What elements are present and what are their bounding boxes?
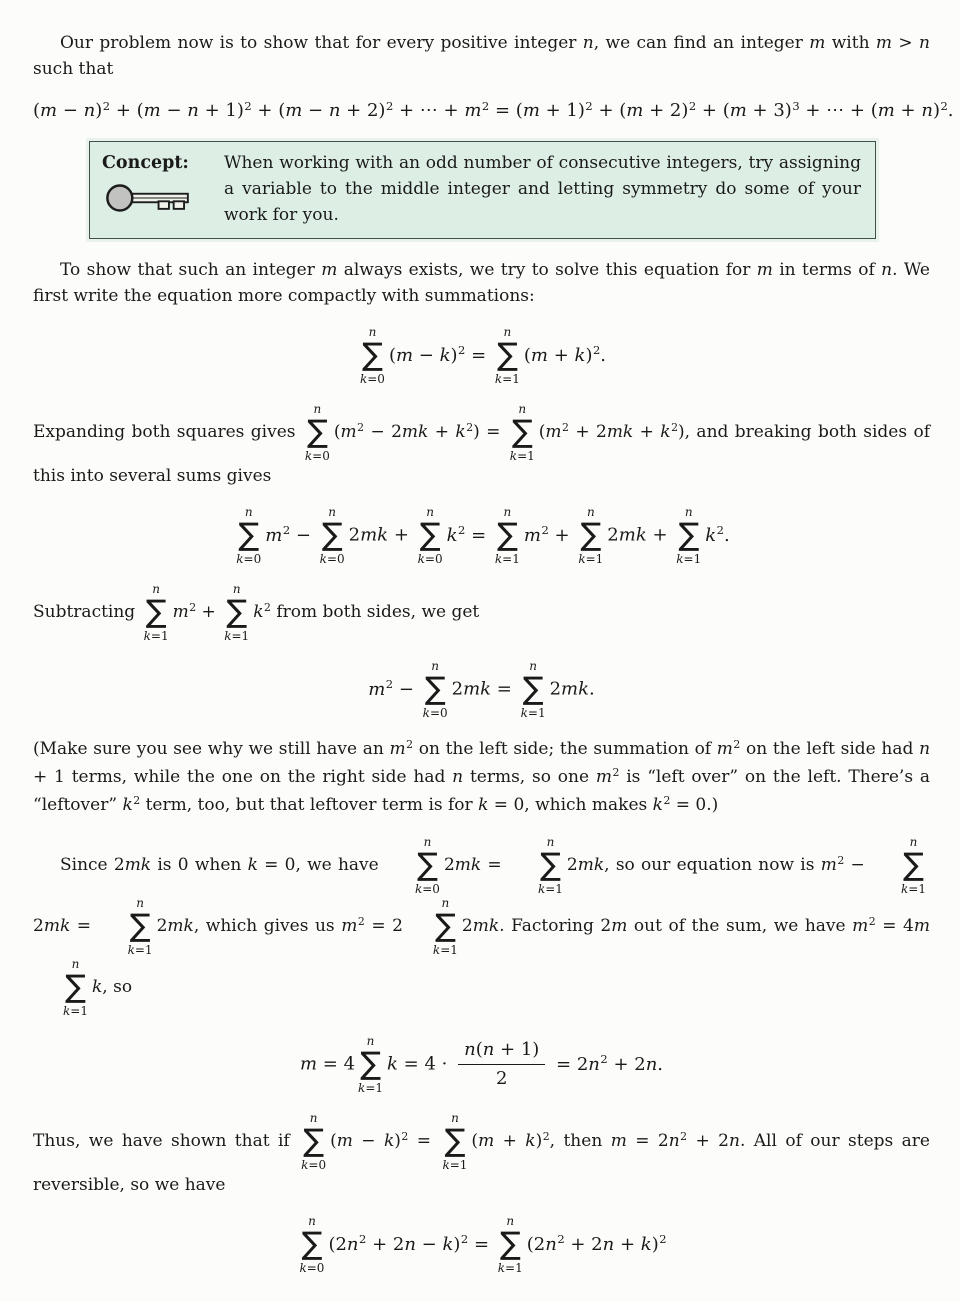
math-run: k (91, 977, 103, 997)
text-run: term, too, but that leftover term is for (140, 795, 479, 815)
sum-upper-limit: n (423, 835, 432, 849)
concept-box (89, 141, 876, 239)
sum-upper-limit: n (136, 896, 144, 910)
text-run: Expanding both squares gives (33, 422, 302, 442)
math-run: $(m^2 + 2mk + k^2)$ (538, 421, 685, 442)
text-run: .) (706, 795, 719, 815)
math-run: $m^2$ + (523, 523, 576, 546)
text-run: . We first write the equation more compactly with summations: (33, 260, 930, 306)
math-run: $m = 2n^2 + 2n$ (610, 1130, 740, 1151)
math-run: m (809, 33, 826, 53)
text-run: . Factoring (499, 916, 601, 936)
sum-upper-limit: n (426, 505, 434, 519)
sum-lower-limit: k=1 (901, 882, 926, 896)
summation-symbol (320, 505, 345, 566)
display-equation-final (33, 1214, 930, 1275)
sigma-icon: ∑ (444, 1123, 466, 1159)
math-run: 2mk + (348, 524, 415, 546)
text-run: with (825, 33, 876, 53)
math-run: 2mk (113, 855, 152, 875)
text-run: , then (549, 1131, 611, 1151)
sum-lower-limit: k=1 (127, 943, 153, 957)
sum-upper-limit: n (503, 325, 512, 339)
book-page-content (33, 30, 954, 1275)
summation-symbol (511, 835, 563, 896)
sigma-icon: ∑ (226, 594, 248, 630)
text-run: To show that such an integer (60, 260, 322, 280)
concept-label-area (102, 150, 208, 215)
sum-lower-limit: k=0 (414, 882, 440, 896)
text-run: Our problem now is to show that for every positive integer (60, 33, 583, 53)
math-run: $k^2$ (253, 601, 271, 622)
text-run: on the left side had (740, 739, 920, 759)
summation-symbol (676, 505, 701, 566)
sum-lower-limit: k=0 (304, 449, 330, 463)
sum-upper-limit: n (328, 505, 337, 519)
math-run: m (756, 260, 773, 280)
math-run: $m^2$ (595, 766, 620, 787)
summation-symbol (510, 402, 535, 463)
display-equation-consecutive-squares (33, 98, 954, 125)
sum-upper-limit: n (451, 1111, 459, 1125)
sigma-icon: ∑ (424, 671, 446, 707)
text-run: from both sides, we get (270, 602, 480, 622)
text-run: , we have (295, 855, 385, 875)
math-run: $m^2 = 2$ (341, 915, 403, 936)
text-run: (Make sure you see why we still have an (33, 739, 390, 759)
summation-symbol (578, 505, 603, 566)
text-run: , we can find an integer (593, 33, 810, 53)
math-run: $(m - n)^2 + (m - n + 1)^2 + (m - n + 2)^2$ + ⋯ + $m^2 = (m + 1)^2 + (m + 2)^2 + (m + 3)^3$ + ⋯ + $(m + n)^2$. (33, 98, 954, 121)
math-run: k = 0 (247, 855, 296, 875)
math-run: 2mk = (33, 916, 98, 936)
sigma-icon: ∑ (306, 414, 328, 450)
text-run: is “left over” on the left. There’s a “leftover” (33, 767, 930, 815)
math-run: = $2n^2 + 2n$. (550, 1052, 664, 1075)
math-run: n + 1 (33, 739, 931, 787)
math-run: m = 4 (299, 1053, 356, 1075)
sum-upper-limit: n (232, 582, 241, 596)
summation-symbol (36, 957, 88, 1018)
sigma-icon: ∑ (129, 908, 151, 944)
summation-symbol (101, 896, 153, 957)
math-run: $m^2$ − (265, 523, 317, 546)
math-run: 2mk (461, 916, 500, 936)
sum-lower-limit: k=1 (224, 629, 250, 643)
sum-upper-limit: n (586, 505, 595, 519)
display-equation-m-squared (33, 659, 930, 720)
subtracting-paragraph (33, 582, 930, 643)
math-run: 2mk + (607, 524, 674, 546)
fraction (458, 1039, 545, 1091)
math-run: $m^2$ − (368, 677, 420, 700)
math-run: $k^2$ (122, 794, 141, 815)
sigma-icon: ∑ (419, 517, 441, 553)
sigma-icon: ∑ (496, 517, 518, 553)
summation-symbol (406, 896, 458, 957)
sum-lower-limit: k=0 (359, 372, 385, 386)
sum-upper-limit: n (506, 1214, 515, 1228)
sum-upper-limit: n (244, 505, 253, 519)
sum-lower-limit: k=1 (358, 1081, 384, 1095)
sigma-icon: ∑ (301, 1226, 323, 1262)
sum-lower-limit: k=1 (676, 552, 702, 566)
math-run: $m^2$ + (172, 601, 222, 622)
sigma-icon: ∑ (321, 517, 343, 553)
summation-symbol (144, 582, 169, 643)
fraction-denominator: 2 (495, 1068, 508, 1089)
math-run: $(m - k)^2$ = (388, 343, 492, 366)
math-run: n (881, 260, 893, 280)
since-paragraph (33, 835, 930, 1018)
math-run: m > n (875, 33, 930, 53)
sum-upper-limit: n (309, 1111, 318, 1125)
sum-upper-limit: n (152, 582, 160, 596)
expanding-paragraph (33, 402, 930, 489)
text-run: is 0 when (151, 855, 248, 875)
math-run: $(2n^2 + 2n + k)^2$ (526, 1232, 667, 1255)
sum-lower-limit: k=0 (422, 706, 448, 720)
sigma-icon: ∑ (522, 671, 544, 707)
sum-lower-limit: k=1 (63, 1004, 88, 1018)
sigma-icon: ∑ (303, 1123, 325, 1159)
math-run: 2mk (156, 916, 194, 936)
sigma-icon: ∑ (903, 847, 924, 883)
summation-symbol (358, 1034, 383, 1095)
sigma-icon: ∑ (496, 337, 518, 373)
math-run: $(m + k)^2$. (523, 343, 607, 366)
sigma-icon: ∑ (145, 594, 167, 630)
text-run: terms, so one (463, 767, 596, 787)
fraction-numerator: n(n + 1) (458, 1039, 545, 1066)
text-run: on the left side; the summation of (413, 739, 717, 759)
summation-symbol (301, 1111, 326, 1172)
text-run: such that (33, 59, 114, 79)
text-run: , which gives us (193, 916, 342, 936)
summation-symbol (388, 835, 440, 896)
summation-symbol (360, 325, 385, 386)
math-run: $m^2$ (389, 738, 414, 759)
math-run: $k^2$ = (446, 523, 492, 546)
intro-paragraph (33, 30, 930, 82)
text-run: out of the sum, we have (627, 916, 853, 936)
summation-symbol (442, 1111, 467, 1172)
math-run: m (321, 260, 338, 280)
math-run: $k^2 = 0$ (652, 794, 707, 815)
sum-upper-limit: n (684, 505, 693, 519)
math-run: $m^2 = 4m$ (852, 915, 930, 936)
summation-symbol (299, 1214, 324, 1275)
sum-upper-limit: n (308, 1214, 316, 1228)
sum-upper-limit: n (518, 402, 527, 416)
summation-symbol (498, 1214, 523, 1275)
sum-upper-limit: n (441, 896, 450, 910)
display-equation-m-value (33, 1034, 930, 1095)
display-equation-six-sums (33, 505, 930, 566)
sigma-icon: ∑ (360, 1046, 381, 1082)
display-equation-compact-sums (33, 325, 930, 386)
text-run: Thus, we have shown that if (33, 1131, 299, 1151)
math-run: $(m + k)^2$ (471, 1130, 550, 1151)
sum-upper-limit: n (529, 659, 537, 673)
sum-lower-limit: k=1 (497, 1261, 523, 1275)
math-run: k = 0 (478, 795, 525, 815)
sum-lower-limit: k=1 (578, 552, 604, 566)
summation-symbol (305, 402, 330, 463)
math-run: $k^2$. (705, 523, 730, 546)
sum-upper-limit: n (431, 659, 440, 673)
summation-symbol (521, 659, 546, 720)
text-run: terms, while the one on the right side had (64, 767, 453, 787)
summation-symbol (423, 659, 448, 720)
sum-upper-limit: n (71, 957, 80, 971)
text-run: , so our equation now is (604, 855, 821, 875)
math-run: 2mk = (443, 855, 508, 875)
sum-lower-limit: k=1 (442, 1158, 468, 1172)
math-run: $m^2$ − (820, 854, 871, 875)
sum-lower-limit: k=1 (432, 943, 458, 957)
math-run: n (582, 33, 594, 53)
sigma-icon: ∑ (417, 847, 438, 883)
math-run: $(m^2 - 2mk + k^2)$ = (333, 421, 507, 442)
sigma-icon: ∑ (539, 847, 561, 883)
text-run: . All of our steps are reversible, so we have (33, 1131, 930, 1195)
note-paragraph (33, 736, 930, 820)
sum-lower-limit: k=0 (301, 1158, 327, 1172)
sigma-icon: ∑ (65, 969, 86, 1005)
sum-lower-limit: k=1 (143, 629, 169, 643)
summation-symbol (224, 582, 249, 643)
concept-label: Concept: (102, 153, 189, 173)
math-run: 2m (600, 916, 628, 936)
sum-upper-limit: n (503, 505, 512, 519)
concept-text: When working with an odd number of consecutive integers, try assigning a variable to the middle integer and letting symmetry do some of your work for you. (224, 153, 861, 225)
sigma-icon: ∑ (499, 1226, 521, 1262)
sum-lower-limit: k=1 (494, 552, 520, 566)
sigma-icon: ∑ (434, 908, 456, 944)
summation-symbol (495, 325, 520, 386)
sum-upper-limit: n (909, 835, 918, 849)
text-run: , so (102, 977, 133, 997)
sum-lower-limit: k=1 (509, 449, 535, 463)
sum-lower-limit: k=1 (537, 882, 563, 896)
sum-lower-limit: k=0 (417, 552, 443, 566)
sum-lower-limit: k=0 (236, 552, 262, 566)
key-icon (102, 181, 200, 215)
math-run: n (452, 767, 464, 787)
sum-upper-limit: n (366, 1034, 375, 1048)
math-run: $m^2$ (716, 738, 741, 759)
text-run: always exists, we try to solve this equation for (337, 260, 757, 280)
sum-upper-limit: n (546, 835, 555, 849)
sum-lower-limit: k=1 (520, 706, 546, 720)
summation-symbol (495, 505, 520, 566)
text-run: in terms of (772, 260, 882, 280)
math-run: 2mk = (451, 678, 518, 700)
math-run: $(2n^2 + 2n - k)^2$ = (328, 1232, 495, 1255)
math-run: k = 4 · (387, 1053, 454, 1075)
sum-lower-limit: k=0 (319, 552, 345, 566)
math-run: $(m - k)^2$ = (330, 1130, 440, 1151)
sigma-icon: ∑ (362, 337, 383, 373)
text-run: Subtracting (33, 602, 141, 622)
summation-symbol (874, 835, 926, 896)
sigma-icon: ∑ (580, 517, 602, 553)
solve-paragraph (33, 257, 930, 309)
text-run: , and breaking both sides of this into several sums gives (33, 422, 930, 486)
sigma-icon: ∑ (238, 517, 260, 553)
text-run: , which makes (524, 795, 653, 815)
sum-upper-limit: n (368, 325, 377, 339)
sum-lower-limit: k=1 (494, 372, 520, 386)
summation-symbol (418, 505, 443, 566)
math-run: 2mk. (549, 678, 595, 700)
sigma-icon: ∑ (678, 517, 700, 553)
thus-paragraph (33, 1111, 930, 1198)
sum-upper-limit: n (313, 402, 322, 416)
sum-lower-limit: k=0 (299, 1261, 325, 1275)
sigma-icon: ∑ (511, 414, 533, 450)
text-run: Since (60, 855, 114, 875)
math-run: 2mk (566, 855, 605, 875)
summation-symbol (236, 505, 261, 566)
